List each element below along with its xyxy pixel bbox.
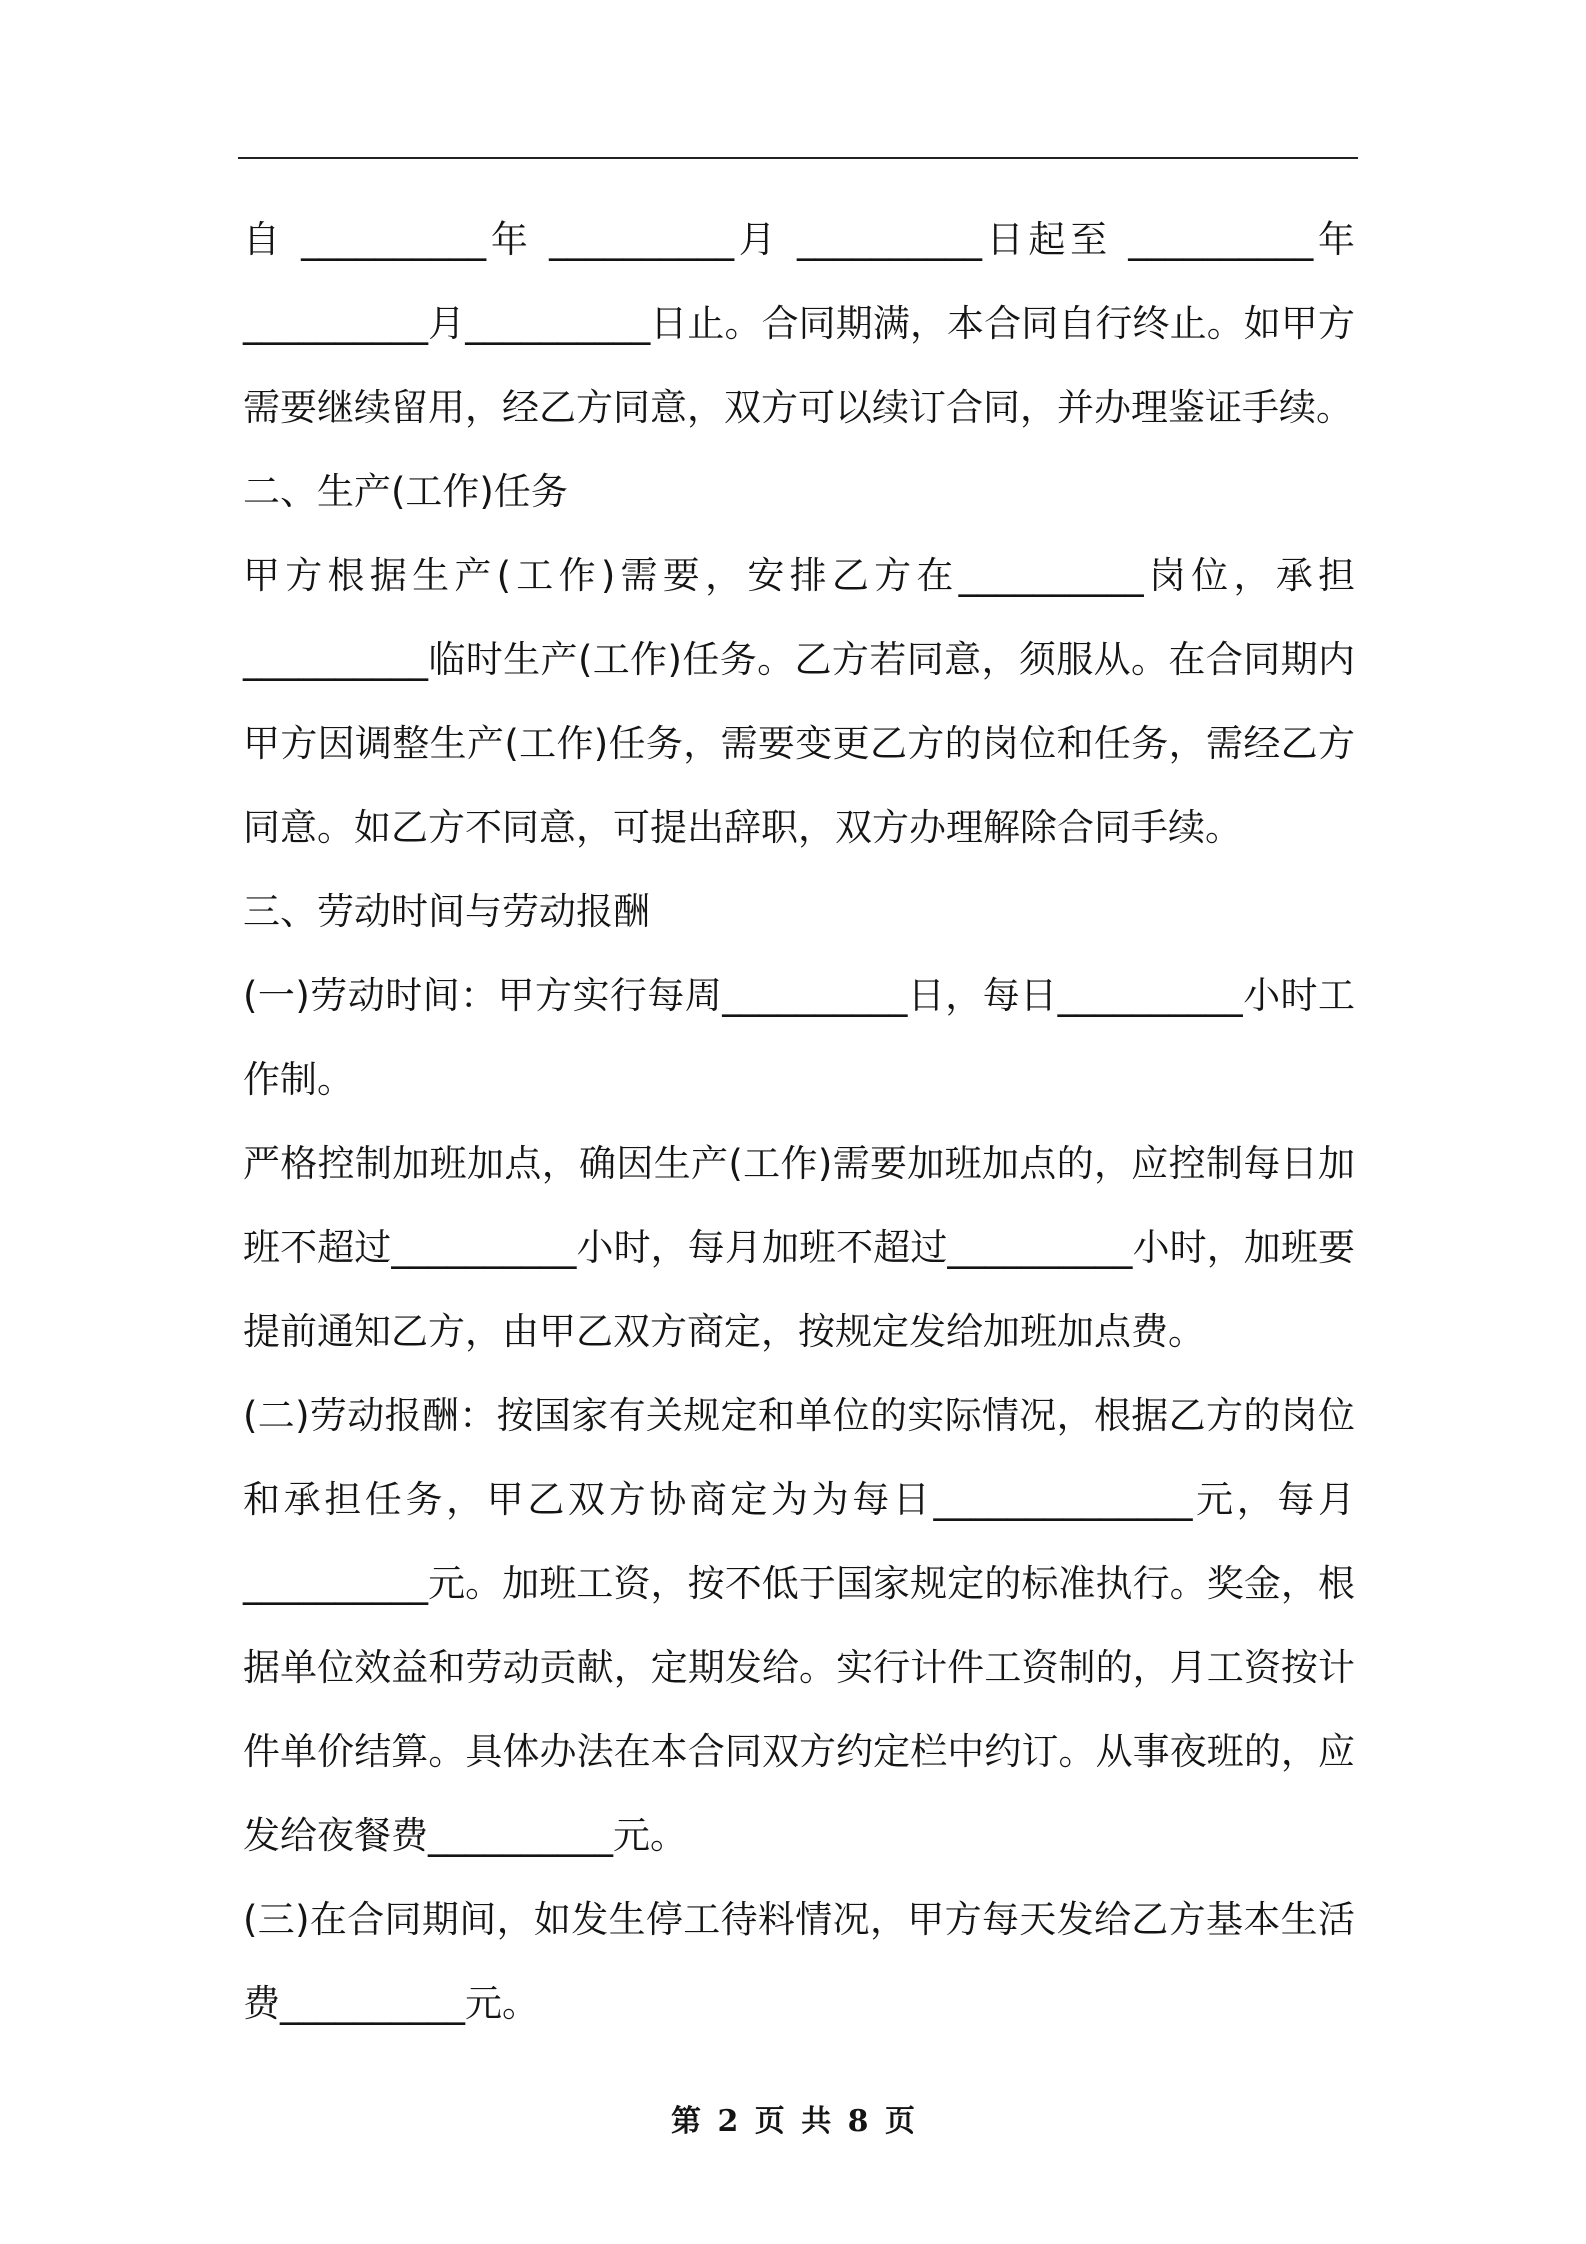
pay-line-6: 发给夜餐费__________元。 [243, 1814, 687, 1857]
document-body [243, 198, 1355, 2046]
section-2-heading: 二、生产(工作)任务 [243, 470, 568, 513]
pay-line-1: (二)劳动报酬：按国家有关规定和单位的实际情况，根据乙方的岗位 [243, 1394, 1355, 1437]
hours-line-2: 作制。 [243, 1058, 354, 1101]
term-line-3: 需要继续留用，经乙方同意，双方可以续订合同，并办理鉴证手续。 [243, 386, 1353, 429]
task-line-2: __________临时生产(工作)任务。乙方若同意，须服从。在合同期内 [243, 638, 1355, 681]
section-3-heading: 三、劳动时间与劳动报酬 [243, 890, 650, 933]
standby-line-1: (三)在合同期间，如发生停工待料情况，甲方每天发给乙方基本生活 [243, 1898, 1355, 1941]
term-line-1: 自 __________年 __________月 __________日起至 __________年 [243, 218, 1355, 261]
task-line-4: 同意。如乙方不同意，可提出辞职，双方办理解除合同手续。 [243, 806, 1242, 849]
pay-line-3: __________元。加班工资，按不低于国家规定的标准执行。奖金，根 [243, 1562, 1355, 1605]
task-line-3: 甲方因调整生产(工作)任务，需要变更乙方的岗位和任务，需经乙方 [243, 722, 1355, 765]
pay-line-2: 和承担任务，甲乙双方协商定为为每日______________元，每月 [243, 1478, 1355, 1521]
pay-line-4: 据单位效益和劳动贡献，定期发给。实行计件工资制的，月工资按计 [243, 1646, 1355, 1689]
pay-line-5: 件单价结算。具体办法在本合同双方约定栏中约订。从事夜班的，应 [243, 1730, 1355, 1773]
hours-line-1: (一)劳动时间：甲方实行每周__________日，每日__________小时工 [243, 974, 1355, 1017]
overtime-line-3: 提前通知乙方，由甲乙双方商定，按规定发给加班加点费。 [243, 1310, 1205, 1353]
overtime-line-1: 严格控制加班加点，确因生产(工作)需要加班加点的，应控制每日加 [243, 1142, 1355, 1185]
standby-line-2: 费__________元。 [243, 1982, 539, 2025]
page-number-footer: 第 2 页 共 8 页 [671, 2104, 915, 2139]
task-line-1: 甲方根据生产(工作)需要，安排乙方在__________岗位，承担 [243, 554, 1355, 597]
overtime-line-2: 班不超过__________小时，每月加班不超过__________小时，加班要 [243, 1226, 1355, 1269]
header-rule [238, 157, 1358, 159]
term-line-2: __________月__________日止。合同期满，本合同自行终止。如甲方 [243, 302, 1355, 345]
